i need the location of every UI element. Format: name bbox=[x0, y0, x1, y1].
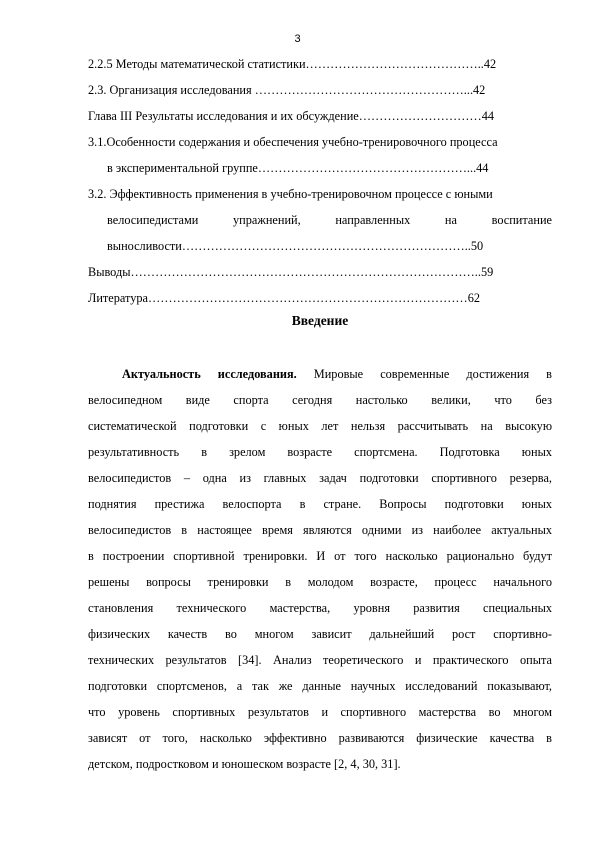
page-number: 3 bbox=[294, 33, 301, 45]
paragraph-line: становления технического мастерства, уровня развития специальных bbox=[88, 601, 552, 615]
paragraph-line: поднятия престижа велоспорта в стране. Вопросы подготовки юных bbox=[88, 497, 552, 511]
paragraph-line: велосипедистов в настоящее время являются одними из наиболее актуальных bbox=[88, 523, 552, 537]
toc-line: Литература……………………………………………………………………62 bbox=[88, 291, 481, 305]
paragraph-line: велосипедном виде спорта сегодня настолько велики, что без bbox=[88, 393, 552, 407]
paragraph-line: систематической подготовки с юных лет нельзя рассчитывать на высокую bbox=[88, 419, 552, 433]
paragraph-line: в построении спортивной тренировки. И от того насколько рационально будут bbox=[88, 549, 552, 563]
paragraph-line: решены вопросы тренировки в молодом возрасте, процесс начального bbox=[88, 575, 552, 589]
toc-line: велосипедистами упражнений, направленных на воспитание bbox=[107, 213, 552, 227]
toc-line: Глава III Результаты исследования и их обсуждение…………………………44 bbox=[88, 109, 495, 123]
paragraph-line: результативность в зрелом возрасте спортсмена. Подготовка юных bbox=[88, 445, 552, 459]
paragraph-line: что уровень спортивных результатов и спортивного мастерства во многом bbox=[88, 705, 552, 719]
paragraph-line: физических качеств во многом зависит дальнейший рост спортивно- bbox=[88, 627, 552, 641]
paragraph-line: подготовки спортсменов, а так же данные научных исследований показывают, bbox=[88, 679, 552, 693]
paragraph-last-line: детском, подростковом и юношеском возрасте [2, 4, 30, 31]. bbox=[88, 757, 401, 771]
paragraph-first-line bbox=[122, 367, 552, 381]
toc-line: выносливости……………………………………………………………..50 bbox=[107, 239, 484, 253]
lead-bold: Актуальность исследования. bbox=[122, 367, 297, 381]
paragraph-line: зависят от того, насколько эффективно развиваются физические качества в bbox=[88, 731, 552, 745]
toc-line: 2.2.5 Методы математической статистики……………………………………..42 bbox=[88, 57, 497, 71]
toc-line: 2.3. Организация исследования ……………………………………………...42 bbox=[88, 83, 486, 97]
toc-line: Выводы…………………………………………………………………………..59 bbox=[88, 265, 494, 279]
toc-line: 3.2. Эффективность применения в учебно-тренировочном процессе с юными bbox=[88, 187, 493, 201]
lead-rest: Мировые современные достижения в bbox=[296, 367, 552, 381]
paragraph-line: велосипедистов – одна из главных задач подготовки спортивного резерва, bbox=[88, 471, 552, 485]
toc-line: 3.1.Особенности содержания и обеспечения учебно-тренировочного процесса bbox=[88, 135, 498, 149]
toc-line: в экспериментальной группе……………………………………………...44 bbox=[107, 161, 489, 175]
section-heading: Введение bbox=[291, 313, 349, 328]
paragraph-line: технических результатов [34]. Анализ теоретического и практического опыта bbox=[88, 653, 552, 667]
